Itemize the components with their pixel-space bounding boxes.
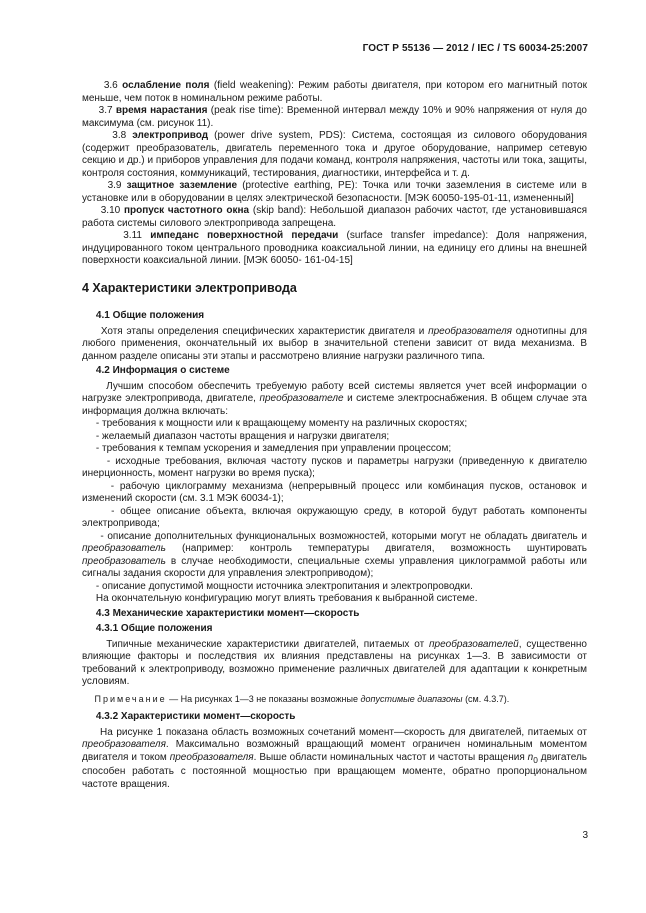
definition-3-10: 3.10 пропуск частотного окна (skip band): Небольшой диапазон рабочих частот, где установившаяся работа системы силового электропривода запрещена. <box>82 205 587 229</box>
page-content <box>82 80 587 791</box>
note-label: Примечание <box>94 693 167 704</box>
section-4-3-2-title: 4.3.2 Характеристики момент—скорость <box>95 711 296 722</box>
section-4-3-1-title: 4.3.1 Общие положения <box>95 623 213 634</box>
list-item: - исходные требования, включая частоту пусков и параметры нагрузки (приведенную к двигателю инерционность, момент нагрузки во время пуска); <box>82 455 587 479</box>
list-item: - желаемый диапазон частоты вращения и нагрузки двигателя; <box>95 430 390 442</box>
definition-3-7: 3.7 время нарастания (peak rise time): Временной интервал между 10% и 90% напряжения от нуля до максимума (см. рисунок 11). <box>82 105 587 129</box>
note: Примечание — На рисунках 1—3 не показаны возможные допустимые диапазоны (см. 4.3.7). <box>94 693 510 704</box>
section-4-2-end: На окончательную конфигурацию могут влиять требования к выбранной системе. <box>95 593 478 604</box>
section-4-title: 4 Характеристики электропривода <box>82 280 297 295</box>
list-item: - рабочую циклограмму механизма (непрерывный процесс или комбинация пусков, остановок и изменений скорости (см. 3.1 МЭК 60034-1); <box>82 480 587 504</box>
section-4-1-title: 4.1 Общие положения <box>95 310 205 321</box>
section-4-1-text: Хотя этапы определения специфических характеристик двигателя и преобразователя однотипны для любого применения, окончательный их выбор в значительной степени зависит от вида механизма. В данном разделе описаны эти этапы и рассмотрено влияние нагрузки различного типа. <box>82 325 587 362</box>
list-item: - требования к мощности или к вращающему моменту на различных скоростях; <box>95 418 468 429</box>
page-header: ГОСТ Р 55136 — 2012 / IEC / TS 60034-25:2007 <box>362 43 588 54</box>
definition-3-11: 3.11 импеданс поверхностной передачи (surface transfer impedance): Доля напряжения, индуцированного током центрального проводника коаксиальной линии, на единицу его длины на внешней поверхности коаксиальной линии. [МЭК 60050- 161-04-15] <box>82 230 587 266</box>
list-item: - описание дополнительных функциональных возможностей, которыми могут не обладать двигатель и преобразователь (например: контроль температуры двигателя, возможность шунтировать преобразователь в случае необходимости, специальные схемы управления циклограммой работы или сигналы задания скорости для управления электроприводом); <box>82 530 587 579</box>
list-item: - описание допустимой мощности источника электропитания и электропроводки. <box>95 580 473 592</box>
definition-3-8: 3.8 электропривод (power drive system, PDS): Система, состоящая из силового оборудования (содержит преобразователь, двигатель переменного тока и другое оборудование, например сетевую секцию и др.) и приборов управления для подачи команд, контроля напряжения, частоты или тока, защиты, контроля состояния, коммуникаций, тестирования, диагностики, интерфейса и т. д. <box>82 130 588 179</box>
section-4-2-title: 4.2 Информация о системе <box>95 365 230 376</box>
page-number: 3 <box>582 830 588 841</box>
section-4-3-2-text: На рисунке 1 показана область возможных сочетаний момент—скорость для двигателей, питаемых от преобразователя. Максимально возможный вращающий момент ограничен номинальным моментом двигателя и током преобразователя. Выше области номинальных частот и частоты вращения $n_0$ двигатель способен работать с постоянной мощностью при вращающем моменте, обратно пропорциональном частоте вращения. <box>82 726 587 790</box>
section-4-2-text: Лучшим способом обеспечить требуемую работу всей системы является учет всей информации о нагрузке электропривода, двигателе, преобразователе и системе электроснабжения. В общем случае эта информация должна включать: <box>82 380 587 417</box>
requirements-list <box>82 418 587 593</box>
list-item: - требования к темпам ускорения и замедления при управлении процессом; <box>95 443 452 454</box>
list-item: - общее описание объекта, включая окружающую среду, в которой будут работать компоненты электропривода; <box>82 505 587 529</box>
section-4-3-1-text: Типичные механические характеристики двигателей, питаемых от преобразователей, существенно влияющие факторы и последствия их влияния представлены на рисунках 1—3. В зависимости от требований к электроприводу, возможно применение различных двигателей для адаптации к конкретным условиям. <box>82 638 587 687</box>
definition-3-6: 3.6 ослабление поля (field weakening): Режим работы двигателя, при котором его магнитный поток меньше, чем поток в номинальном режиме работы. <box>82 80 587 104</box>
definition-3-9: 3.9 защитное заземление (protective earthing, PE): Точка или точки заземления в системе или в установке или в оборудовании в целях электрической безопасности. [МЭК 60050-195-01-11, измененный] <box>82 180 587 204</box>
section-4-3-title: 4.3 Механические характеристики момент—скорость <box>95 607 360 619</box>
